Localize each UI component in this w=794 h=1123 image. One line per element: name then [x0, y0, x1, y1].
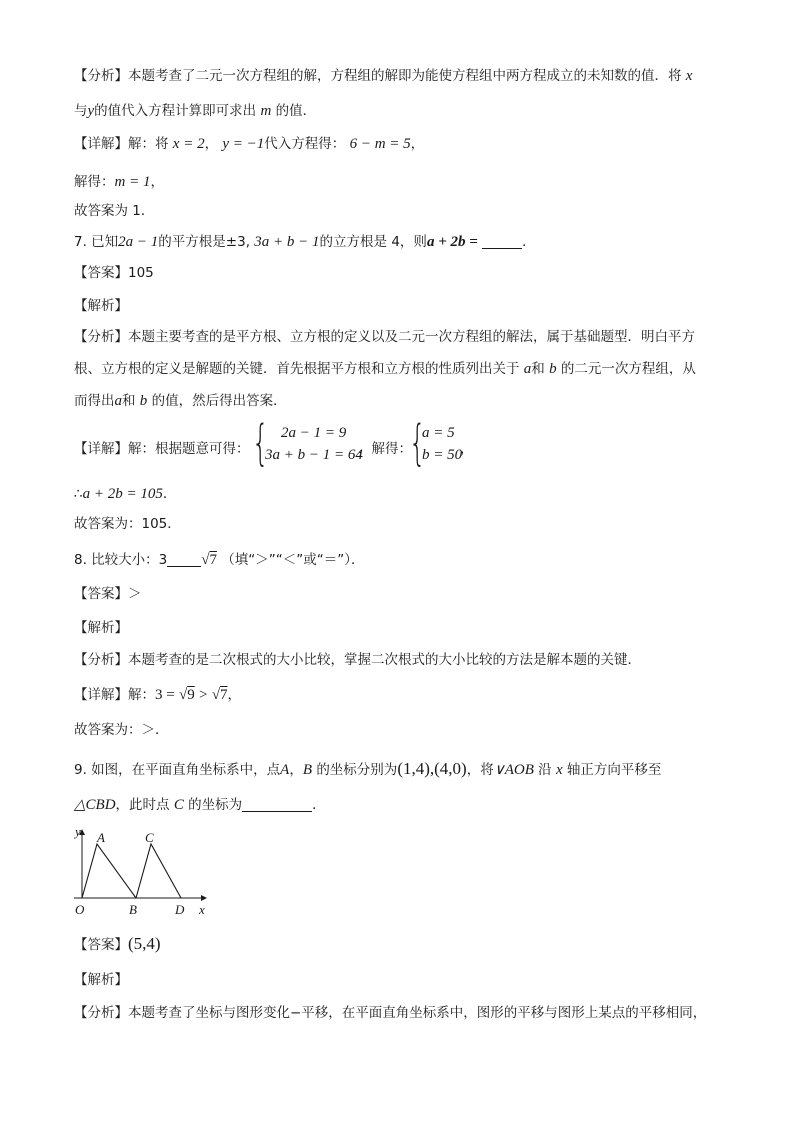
text-segment: 故答案为：105． — [74, 516, 181, 532]
var-b: b — [549, 361, 557, 377]
jiexi-tag: 【解析】 — [74, 972, 128, 988]
text-segment: 代入方程得： — [264, 136, 346, 152]
text-segment: ， — [204, 136, 219, 152]
q7-xiangjie-mid — [358, 439, 412, 459]
q8-jiexi — [74, 618, 128, 638]
text-segment: 的坐标为 — [188, 797, 243, 813]
equation: 6 − m = 5 — [349, 136, 411, 152]
text-segment: 故答案为：＞． — [74, 722, 169, 738]
point-b: B — [302, 762, 313, 778]
label-x: x — [199, 902, 205, 917]
var-y: y — [87, 103, 95, 119]
radicand: 9 — [187, 687, 195, 703]
xiangjie-tag: 【详解】 — [74, 441, 128, 457]
system-equation: 3a + b − 1 = 64 — [265, 447, 363, 463]
answer-value: (5,4) — [128, 934, 161, 953]
question-9-line-2 — [74, 795, 326, 815]
text-segment: 的坐标分别为 — [316, 762, 398, 778]
system-equation: b = 50 — [422, 447, 463, 463]
q9-answer — [74, 934, 161, 955]
q9-jiexi — [74, 970, 128, 990]
text-segment: 故答案为 1． — [74, 203, 155, 219]
left-brace: { — [252, 415, 269, 471]
point-c: C — [173, 797, 184, 813]
sqrt-9: √9 — [179, 687, 195, 703]
radicand: 7 — [209, 552, 217, 568]
q7-answer — [74, 263, 154, 283]
triangle-cbd-shape — [136, 844, 181, 898]
q7-jiexi — [74, 296, 128, 316]
q7-fenxi-3 — [74, 391, 287, 411]
text-segment: 本题考查的是二次根式的大小比较，掌握二次根式的大小比较的方法是解本题的关键． — [128, 652, 641, 668]
label-b: B — [129, 902, 137, 917]
q8-fenxi — [74, 650, 641, 670]
label-d: D — [175, 902, 185, 917]
radicand: 7 — [220, 687, 228, 703]
question-number: 8. — [74, 552, 92, 568]
fenxi-tag: 【分析】 — [74, 652, 128, 668]
equation-system-1 — [265, 422, 363, 466]
text-segment: 的值． — [275, 103, 317, 119]
jiexi-tag: 【解析】 — [74, 298, 128, 314]
question-number: 9. — [74, 762, 92, 778]
fenxi-line-2 — [74, 101, 316, 121]
fenxi-text: 本题考查了二元一次方程组的解，方程组的解即为能使方程组中两方程成立的未知数的值．将 — [128, 68, 682, 84]
answer-tag: 【答案】 — [74, 937, 128, 953]
text-segment: ， — [289, 762, 303, 778]
text-segment: 的值，然后得出答案． — [151, 393, 287, 409]
fenxi-tag: 【分析】 — [74, 1005, 128, 1021]
sqrt-7: √7 — [201, 552, 217, 568]
text-segment: 和 — [531, 361, 545, 377]
answer-blank — [167, 566, 201, 567]
q7-xiangjie — [74, 439, 250, 459]
text-segment: 解：将 — [128, 136, 169, 152]
expression: a + 2b = — [426, 234, 478, 250]
xiangjie-tag: 【详解】 — [74, 136, 128, 152]
answer-tag: 【答案】 — [74, 265, 128, 281]
text-segment: ，将 — [466, 762, 494, 778]
text-segment: （填“＞”“＜”或“＝”）． — [221, 552, 365, 568]
q7-fenxi-1 — [74, 327, 695, 347]
expression: 3a + b − 1 — [254, 234, 320, 250]
answer-tag: 【答案】 — [74, 586, 128, 602]
text-segment: ， — [460, 441, 474, 457]
q7-final — [74, 514, 181, 534]
solution-line — [74, 172, 164, 192]
text-segment: 的平方根是±3, — [158, 234, 250, 250]
text-segment: ，此时点 — [115, 797, 170, 813]
triangle-cbd: △CBD — [74, 797, 116, 813]
equation: a + 2b = 105 — [82, 486, 163, 502]
label-o: O — [75, 902, 85, 917]
text-segment: 本题考查了坐标与图形变化−平移，在平面直角坐标系中，图形的平移与图形上某点的平移相同， — [128, 1005, 707, 1021]
equation-system-2 — [422, 422, 462, 466]
question-7 — [74, 232, 536, 252]
text-segment: ， — [227, 687, 242, 703]
text-segment: ， — [410, 136, 425, 152]
var-a: a — [523, 361, 532, 377]
q7-result — [74, 484, 176, 504]
text-segment: ． — [162, 486, 177, 502]
label-c: C — [145, 830, 154, 845]
equation: m = 1 — [114, 174, 151, 190]
therefore-symbol: ∴ — [74, 486, 83, 502]
expression: 2a − 1 — [118, 234, 159, 250]
triangle-aob-shape — [82, 844, 136, 898]
text-segment: 沿 — [538, 762, 552, 778]
answer-value: ＞ — [128, 586, 142, 602]
expression: > — [199, 687, 208, 703]
text-segment: 的二元一次方程组，从 — [560, 361, 696, 377]
fenxi-line-1 — [74, 66, 692, 86]
coordinate-figure — [66, 822, 216, 922]
answer-blank — [482, 248, 522, 249]
xiangjie-line — [74, 134, 424, 154]
equation: y = −1 — [222, 136, 265, 152]
answer-line — [74, 201, 154, 221]
label-a: A — [97, 830, 105, 845]
fenxi-tag: 【分析】 — [74, 329, 128, 345]
var-a: a — [114, 393, 122, 409]
q7-fenxi-2 — [74, 359, 696, 379]
sqrt-7: √7 — [211, 687, 228, 703]
expression: 3 = — [155, 687, 175, 703]
q8-answer — [74, 584, 142, 604]
point-a: A — [280, 762, 290, 778]
xiangjie-tag: 【详解】 — [74, 687, 128, 703]
text-segment: 根、立方根的定义是解题的关键．首先根据平方根和立方根的性质列出关于 — [74, 361, 520, 377]
text-segment: 而得出 — [74, 393, 115, 409]
text-segment: 如图，在平面直角坐标系中，点 — [91, 762, 281, 778]
text-segment: ． — [312, 797, 326, 813]
text-segment: 轴正方向平移至 — [566, 762, 662, 778]
text-segment: 的立方根是 4，则 — [319, 234, 427, 250]
text-segment: 解得： — [74, 174, 115, 190]
left-brace: { — [409, 415, 426, 471]
fenxi-tag: 【分析】 — [74, 68, 128, 84]
coordinates: (1,4),(4,0) — [397, 759, 467, 778]
var-x: x — [685, 68, 693, 84]
question-number: 7. — [74, 234, 92, 250]
question-9-line-1 — [74, 759, 661, 780]
text-segment: 的值代入方程计算即可求出 — [94, 103, 257, 119]
text-segment: ． — [522, 234, 536, 250]
text-segment: 解：根据题意可得： — [128, 441, 250, 457]
answer-value: 105 — [128, 265, 154, 281]
question-8 — [74, 550, 365, 570]
q9-fenxi — [74, 1003, 706, 1023]
text-segment: 已知 — [91, 234, 119, 250]
var-x: x — [555, 762, 563, 778]
text-segment: 与 — [74, 103, 88, 119]
q7-xiangjie-end — [460, 439, 474, 459]
text-segment: 比较大小：3 — [91, 552, 168, 568]
jiexi-tag: 【解析】 — [74, 620, 128, 636]
var-b: b — [139, 393, 148, 409]
q8-final — [74, 720, 169, 740]
text-segment: 和 — [122, 393, 136, 409]
equation: x = 2 — [172, 136, 205, 152]
label-y: y — [75, 824, 81, 839]
text-segment: 本题主要考查的是平方根、立方根的定义以及二元一次方程组的解法，属于基础题型．明白平方 — [128, 329, 695, 345]
var-m: m — [260, 103, 272, 119]
q8-xiangjie — [74, 685, 241, 705]
text-segment: ， — [150, 174, 164, 190]
answer-blank — [242, 811, 312, 812]
triangle-aob: ∨AOB — [493, 762, 534, 778]
system-equation: a = 5 — [422, 425, 455, 441]
text-segment: ，解得： — [358, 441, 412, 457]
system-equation: 2a − 1 = 9 — [281, 425, 347, 441]
text-segment: 解： — [128, 687, 155, 703]
